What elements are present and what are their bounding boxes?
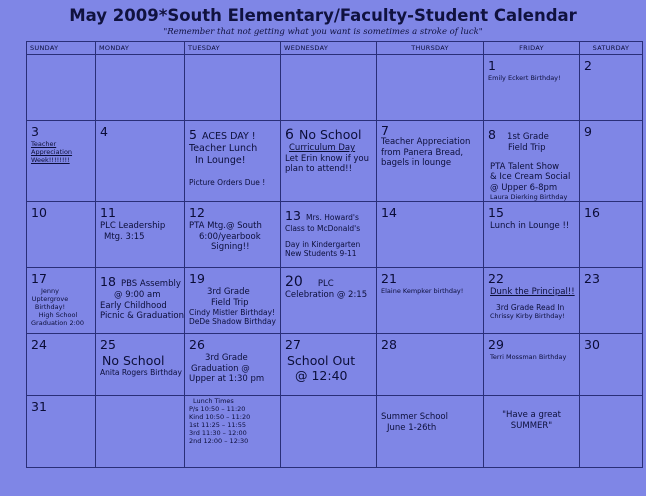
- day-cell-empty: [96, 396, 185, 468]
- week-row-1: [27, 55, 643, 121]
- day-event: Jenny: [40, 287, 59, 295]
- day-cell-8: [484, 121, 580, 202]
- day-number: 20: [285, 274, 303, 290]
- day-cell-17: [27, 268, 96, 334]
- day-cell-empty: [281, 396, 377, 468]
- day-event: Teacher Appreciation Week!!!!!!!!: [31, 140, 73, 164]
- day-cell-9: [580, 121, 643, 202]
- day-event: Field Trip: [211, 297, 249, 308]
- summer-school-dates: June 1-26th: [387, 422, 437, 433]
- day-event: Signing!!: [211, 242, 250, 252]
- day-number: 1: [488, 58, 496, 73]
- day-cell-10: [27, 202, 96, 268]
- lunch-time-row: 3rd 11:30 – 12:00: [189, 429, 247, 437]
- day-number: 3: [31, 124, 39, 139]
- day-cell-28: [377, 334, 484, 396]
- day-number: 31: [31, 399, 47, 414]
- day-cell-20: [281, 268, 377, 334]
- day-cell-empty: [580, 396, 643, 468]
- day-number: 11: [100, 205, 116, 220]
- weekday-tuesday: TUESDAY: [185, 42, 281, 55]
- day-number: 13: [285, 208, 301, 223]
- day-number: 14: [381, 205, 397, 220]
- day-event: Picnic & Graduation: [100, 311, 184, 321]
- day-number: 27: [285, 337, 301, 352]
- day-cell-11: [96, 202, 185, 268]
- day-cell-1: [484, 55, 580, 121]
- day-event: @ 12:40: [295, 368, 348, 383]
- day-event: Picture Orders Due !: [189, 178, 266, 187]
- page-subtitle: "Remember that not getting what you want is sometimes a stroke of luck": [163, 27, 483, 37]
- day-event: Graduation 2:00: [31, 319, 85, 327]
- day-event: 6:00/yearbook: [199, 231, 261, 242]
- day-cell-21: [377, 268, 484, 334]
- day-number: 8: [488, 127, 496, 142]
- weekday-thursday: THURSDAY: [377, 42, 484, 55]
- weekday-monday: MONDAY: [96, 42, 185, 55]
- day-cell-empty: [281, 55, 377, 121]
- page-title: May 2009*South Elementary/Faculty-Student Calendar: [69, 6, 577, 25]
- day-number: 10: [31, 205, 47, 220]
- day-event: No School: [299, 127, 362, 142]
- day-number: 17: [31, 271, 47, 286]
- day-number: 9: [584, 124, 592, 139]
- day-cell-12: [185, 202, 281, 268]
- day-cell-empty: [27, 55, 96, 121]
- day-cell-22: [484, 268, 580, 334]
- day-number: 4: [100, 124, 108, 139]
- day-cell-31: [27, 396, 96, 468]
- week-row-6: [27, 396, 643, 468]
- day-event: Class to McDonald's: [285, 224, 361, 233]
- day-cell-25: [96, 334, 185, 396]
- day-event: DeDe Shadow Birthday: [189, 317, 276, 326]
- day-event: Early Childhood: [100, 300, 167, 311]
- day-event: Graduation @: [191, 363, 250, 374]
- day-number: 16: [584, 205, 600, 220]
- day-cell-30: [580, 334, 643, 396]
- day-cell-14: [377, 202, 484, 268]
- day-event: Chrissy Kirby Birthday!: [490, 311, 565, 320]
- day-event: Terri Mossman Birthday: [490, 353, 567, 361]
- day-cell-19: [185, 268, 281, 334]
- day-cell-empty: [377, 55, 484, 121]
- lunch-time-row: Kind 10:50 – 11:20: [189, 413, 251, 421]
- day-cell-empty: [96, 55, 185, 121]
- day-event: School Out: [287, 353, 356, 368]
- day-event: High School: [38, 311, 78, 319]
- day-number: 19: [189, 271, 205, 286]
- day-event: Cindy Mistler Birthday!: [189, 308, 276, 317]
- day-event: Curriculum Day: [289, 143, 356, 153]
- day-cell-18: [96, 268, 185, 334]
- day-event: Laura Dierking Birthday: [490, 193, 568, 201]
- day-cell-4: [96, 121, 185, 202]
- day-event: Mtg. 3:15: [104, 231, 145, 242]
- day-number: 29: [488, 337, 504, 352]
- day-number: 2: [584, 58, 592, 73]
- day-event: Mrs. Howard's: [306, 213, 359, 222]
- day-event: Day in Kindergarten: [285, 240, 361, 249]
- day-event: Emily Eckert Birthday!: [488, 74, 561, 82]
- day-event: 3rd Grade: [205, 353, 248, 363]
- day-event: Elaine Kempker birthday!: [381, 287, 464, 295]
- day-event: Anita Rogers Birthday: [100, 368, 182, 377]
- lunch-time-row: 1st 11:25 – 11:55: [189, 421, 246, 429]
- day-event: PTA Talent Show: [490, 161, 560, 172]
- day-cell-13: [281, 202, 377, 268]
- day-event: ACES DAY !: [202, 131, 256, 142]
- day-event: PLC: [317, 279, 334, 289]
- day-event: 1st Grade: [507, 132, 549, 142]
- weekday-wednesday: WEDNESDAY: [281, 42, 377, 55]
- day-cell-26: [185, 334, 281, 396]
- day-event: Uptergrove: [31, 295, 69, 303]
- calendar-grid: [26, 41, 643, 468]
- day-event: New Students 9-11: [285, 249, 357, 258]
- day-event: Teacher Appreciation from Panera Bread, bagels in lounge: [381, 137, 471, 168]
- day-event: Field Trip: [508, 143, 546, 153]
- day-number: 26: [189, 337, 205, 352]
- day-cell-23: [580, 268, 643, 334]
- day-number: 24: [31, 337, 47, 352]
- day-cell-2: [580, 55, 643, 121]
- day-number: 30: [584, 337, 600, 352]
- day-number: 18: [100, 274, 116, 289]
- weekday-sunday: SUNDAY: [27, 42, 96, 55]
- day-cell-24: [27, 334, 96, 396]
- day-event: Birthday!: [34, 303, 66, 311]
- day-event: @ Upper 6-8pm: [490, 182, 558, 193]
- weekday-saturday: SATURDAY: [580, 42, 643, 55]
- day-cell-3: [27, 121, 96, 202]
- day-event: PTA Mtg.@ South: [189, 221, 262, 231]
- day-event: Celebration @ 2:15: [285, 290, 368, 300]
- weekday-friday: FRIDAY: [484, 42, 580, 55]
- week-row-2: [27, 121, 643, 202]
- day-number: 6: [285, 127, 294, 143]
- day-number: 12: [189, 205, 205, 220]
- day-event: Dunk the Principal!!: [490, 287, 575, 297]
- week-row-5: [27, 334, 643, 396]
- day-number: 25: [100, 337, 116, 352]
- day-event: Upper at 1:30 pm: [189, 374, 265, 384]
- day-number: 28: [381, 337, 397, 352]
- lunch-times-title: Lunch Times: [193, 397, 234, 405]
- day-cell-7: [377, 121, 484, 202]
- day-event: Lunch in Lounge !!: [490, 221, 570, 231]
- day-event: 3rd Grade: [207, 287, 250, 297]
- weekday-header-row: [27, 42, 643, 55]
- day-event: Let Erin know if you plan to attend!!: [285, 153, 370, 174]
- summer-message-cell: [484, 396, 580, 468]
- day-event: In Lounge!: [195, 154, 246, 166]
- day-event: @ 9:00 am: [114, 290, 161, 300]
- day-cell-5: [185, 121, 281, 202]
- day-event: PLC Leadership: [100, 221, 166, 231]
- day-number: 22: [488, 271, 504, 286]
- day-number: 23: [584, 271, 600, 286]
- lunch-time-row: P/s 10:50 – 11:20: [189, 405, 246, 413]
- week-row-4: [27, 268, 643, 334]
- day-cell-6: [281, 121, 377, 202]
- day-cell-27: [281, 334, 377, 396]
- summer-message: SUMMER": [510, 420, 553, 431]
- summer-message: "Have a great: [502, 410, 561, 420]
- lunch-time-row: 2nd 12:00 – 12:30: [189, 437, 249, 445]
- day-event: No School: [102, 353, 165, 368]
- summer-school-cell: [377, 396, 484, 468]
- day-cell-empty: [185, 55, 281, 121]
- day-event: Teacher Lunch: [189, 143, 258, 154]
- day-number: 5: [189, 127, 197, 142]
- day-number: 7: [381, 123, 389, 138]
- summer-school-text: Summer School: [381, 412, 448, 422]
- week-row-3: [27, 202, 643, 268]
- day-cell-16: [580, 202, 643, 268]
- day-cell-29: [484, 334, 580, 396]
- day-event: 3rd Grade Read In: [496, 302, 565, 312]
- day-event: & Ice Cream Social: [490, 172, 571, 182]
- day-number: 21: [381, 271, 397, 286]
- day-number: 15: [488, 205, 504, 220]
- day-cell-15: [484, 202, 580, 268]
- lunch-times-cell: [185, 396, 281, 468]
- day-event: PBS Assembly: [121, 279, 181, 289]
